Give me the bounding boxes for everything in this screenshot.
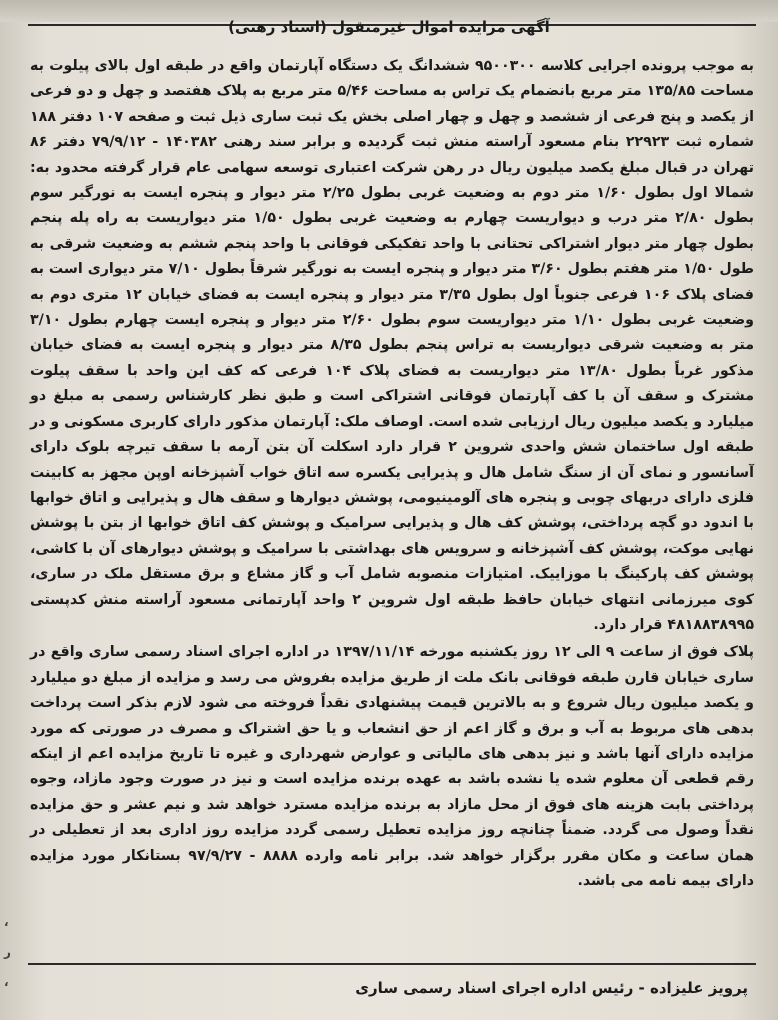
margin-mark: ر	[4, 945, 11, 959]
notice-body	[30, 54, 754, 894]
notice-paragraph-1: به موجب پرونده اجرایی کلاسه ۹۵۰۰۳۰۰ ششدانگ یک دستگاه آپارتمان واقع در طبقه اول بالای پیلوت به مساحت ۱۳۵/۸۵ متر مربع بانضمام یک تراس به مساحت ۵/۴۶ متر مربع به پلاک هفتصد و چهل و دو فرعی از یکصد و پنج فرعی از ششصد و چهل و چهار اصلی بخش یک ثبت ساری ذیل ثبت و صفحه ۱۰۷ دفتر ۱۸۸ شماره ثبت ۲۲۹۲۳ بنام مسعود آراسته منش ثبت گردیده و برابر سند رهنی ۱۴۰۳۸۲ - ۷۹/۹/۱۲ دفتر ۸۶ تهران در قبال مبلغ یکصد میلیون ریال در رهن شرکت اعتباری توسعه سهامی عام قرار گرفته محدود به: شمالا اول بطول ۱/۶۰ متر دوم به وضعیت غربی بطول ۲/۲۵ متر دیوار و پنجره ایست به نورگیر سوم بطول ۲/۸۰ متر درب و دیواریست چهارم به وضعیت غربی بطول ۱/۵۰ متر دیواریست به راه پله پنجم بطول چهار متر دیوار اشتراکی تحتانی با واحد تفکیکی فوقانی با واحد پنجم ششم به وضعیت شرقی به طول ۱/۵۰ متر هفتم بطول ۳/۶۰ متر دیوار و پنجره ایست به نورگیر شرقاً بطول ۷/۱۰ متر دیواری است به فضای پلاک ۱۰۶ فرعی جنوباً اول بطول ۳/۳۵ متر دیوار و پنجره ایست به فضای خیابان ۱۲ متری دوم به وضعیت غربی بطول ۱/۱۰ متر دیواریست سوم بطول ۲/۶۰ متر دیوار و پنجره ایست چهارم بطول ۳/۱۰ متر به وضعیت شرقی دیواریست به تراس پنجم بطول ۸/۳۵ متر دیوار و پنجره ایست به فضای خیابان مذکور غرباً بطول ۱۳/۸۰ متر دیواریست به فضای پلاک ۱۰۴ فرعی که کف این واحد با سقف پیلوت مشترک و سقف آن با کف آپارتمان فوقانی اشتراکی است و طبق نظر کارشناس رسمی به مبلغ دو میلیارد و یکصد میلیون ریال ارزیابی شده است. اوصاف ملک: آپارتمان مذکور دارای کاربری مسکونی و در طبقه اول ساختمان شش واحدی شروین ۲ قرار دارد اسکلت آن بتن آرمه با سقف تیرچه بلوک دارای آسانسور و نمای آن از سنگ شامل هال و پذیرایی یکسره سه اتاق خواب آشپزخانه اوپن مجهز به کابینت فلزی دارای دربهای چوبی و پنجره های آلومینیومی، پوشش دیوارها و سقف هال و پذیرایی و اتاق خوابها با اندود دو گچه پرداختی، پوشش کف هال و پذیرایی سرامیک و پوشش کف اتاق خوابها از بتن با پوشش نهایی موکت، پوشش کف آشپزخانه و سرویس های بهداشتی با سرامیک و پوشش دیوارهای آن با کاشی، پوشش کف پارکینگ با موزاییک. امتیازات منصوبه شامل آب و گاز مشاع و برق مستقل ملک در ساری، کوی میرزمانی انتهای خیابان حافظ طبقه اول شروین ۲ واحد آپارتمانی مسعود آراسته منش کدپستی ۴۸۱۸۸۳۸۹۹۵ قرار دارد.	[30, 58, 755, 633]
notice-paragraph-2: پلاک فوق از ساعت ۹ الی ۱۲ روز یکشنبه مورخه ۱۳۹۷/۱۱/۱۴ در اداره اجرای اسناد رسمی ساری واقع در ساری خیابان قارن طبقه فوقانی بانک ملت از طریق مزایده بفروش می رسد و مزایده از مبلغ دو میلیارد و یکصد میلیون ریال شروع و به بالاترین قیمت پیشنهادی نقداً فروخته می شود لازم بذکر است پرداخت بدهی های مربوط به آب و برق و گاز اعم از حق انشعاب و یا حق اشتراک و مصرف در صورتی که مورد مزایده دارای آنها باشد و نیز بدهی های مالیاتی و عوارض شهرداری و غیره تا تاریخ مزایده اعم از اینکه رقم قطعی آن معلوم شده یا نشده باشد به عهده برنده مزایده است و نیز در صورت وجود مازاد، وجوه پرداختی بابت هزینه های فوق از محل مازاد به برنده مزایده مسترد خواهد شد و نیم عشر و حق مزایده نقداً وصول می گردد. ضمناً چنانچه روز مزایده تعطیل رسمی گردد مزایده روز اداری بعد از تعطیلی در همان ساعت و مکان مقرر برگزار خواهد شد. برابر نامه وارده ۸۸۸۸ - ۹۷/۹/۲۷ بستانکار مورد مزایده دارای بیمه نامه می باشد.	[30, 644, 754, 889]
margin-mark: ،	[4, 975, 9, 989]
bottom-rule	[28, 963, 756, 965]
notice-signature: پرویز علیزاده - رئیس اداره اجرای اسناد رسمی ساری	[355, 979, 748, 997]
margin-mark: ،	[4, 915, 9, 929]
notice-title: آگهی مزایده اموال غیرمنقول (اسناد رهنی)	[228, 18, 550, 36]
